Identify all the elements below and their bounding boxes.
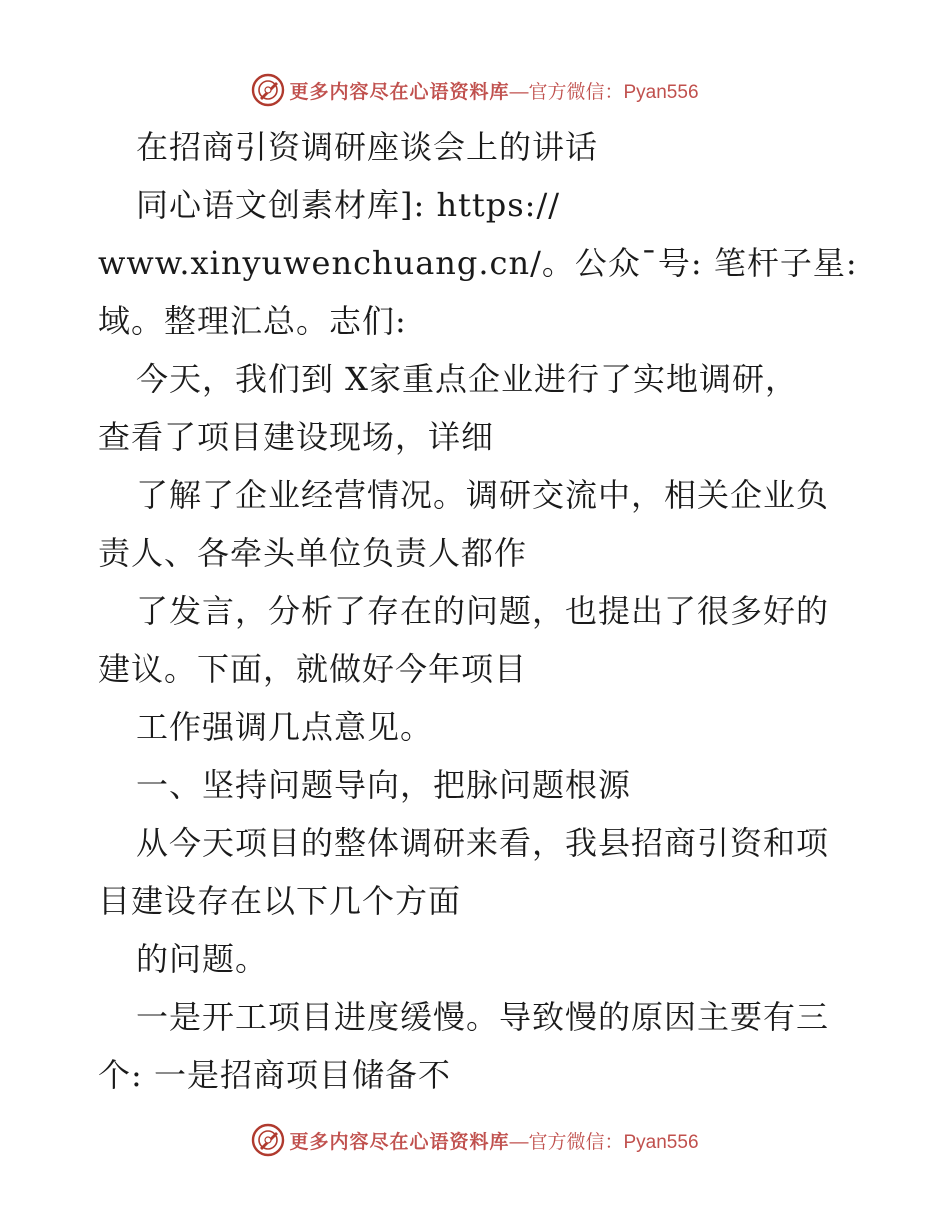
text-line: 今天，我们到 X家重点企业进行了实地调研， [136,360,798,398]
footer-watermark-banner [0,1120,950,1160]
text-line: 同心语文创素材库]: https:// [136,186,561,224]
watermark-text: 更多内容尽在心语资料库 [289,1130,510,1153]
text-line: 从今天项目的整体调研来看，我县招商引资和项 [136,824,830,862]
brand-logo-icon [251,1123,285,1157]
watermark-wechat: —官方微信：Pyan556 [509,81,699,103]
text-line: 工作强调几点意见。 [136,708,434,746]
text-line: 目建设存在以下几个方面 [98,882,462,920]
text-line: 查看了项目建设现场，详细 [98,418,495,456]
document-title: 在招商引资调研座谈会上的讲话 [136,128,599,166]
watermark-wechat: —官方微信：Pyan556 [509,1131,699,1153]
brand-logo-icon [251,73,285,107]
text-line: 责人、各牵头单位负责人都作 [98,534,528,572]
document-body [98,118,858,1104]
text-line: 建议。下面，就做好今年项目 [98,650,528,688]
text-line: 了解了企业经营情况。调研交流中，相关企业负 [136,476,830,514]
text-line: 的问题。 [136,940,269,978]
text-line: 个: 一是招商项目储备不 [98,1056,451,1094]
text-line: 一是开工项目进度缓慢。导致慢的原因主要有三 [136,998,830,1036]
section-heading: 一、坚持问题导向，把脉问题根源 [136,766,632,804]
header-watermark-banner [0,70,950,110]
text-line: 了发言，分析了存在的问题，也提出了很多好的 [136,592,830,630]
watermark-text: 更多内容尽在心语资料库 [289,80,510,103]
text-line: www.xinyuwenchuang.cn/。公众¯号: 笔杆子星: [98,244,858,282]
text-line: 域。整理汇总。志们: [98,302,407,340]
